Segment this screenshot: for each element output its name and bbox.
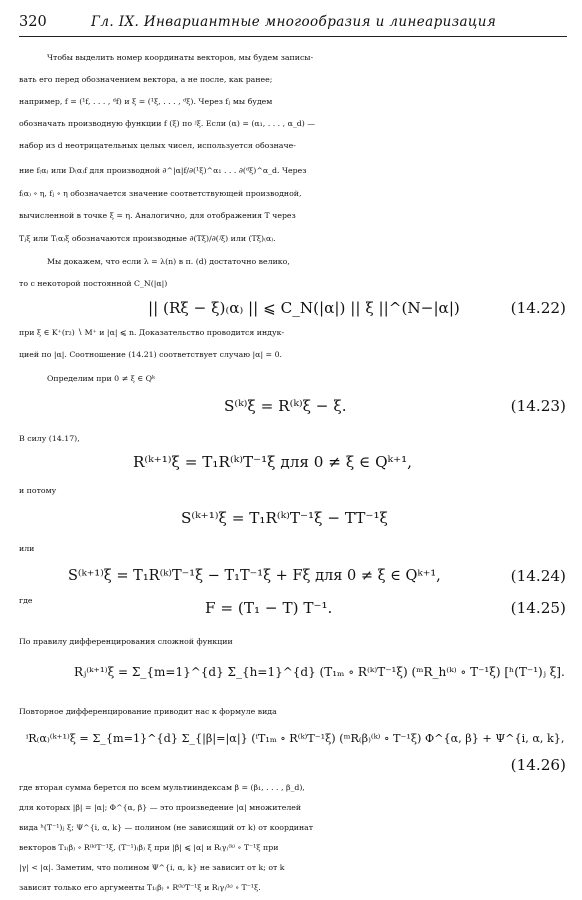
- equation-14-25: F = (T₁ − T) T⁻¹.: [205, 599, 333, 617]
- text-line: ние f₍α₎ или D₍α₎f для производной ∂^|α|f/∂(¹ξ)^α₁ . . . ∂(ᵈξ)^α_d. Через: [19, 166, 307, 175]
- equation-14-26: ⁱR₍α₎⁽ᵏ⁺¹⁾ξ = Σ_{m=1}^{d} Σ_{|β|=|α|} (ⁱT₁ₘ ∘ R⁽ᵏ⁾T⁻¹ξ) (ᵐR₍β₎⁽ᵏ⁾ ∘ T⁻¹ξ) Φ^{α, β} + Ψ^{i, α, k},: [26, 732, 565, 745]
- equation-14-22: || (Rξ − ξ)₍α₎ || ⩽ C_N(|α|) || ξ ||^(N−|α|): [148, 299, 460, 317]
- equation-14-24: S⁽ᵏ⁺¹⁾ξ = T₁R⁽ᵏ⁾T⁻¹ξ − T₁T⁻¹ξ + Fξ для 0 ≠ ξ ∈ Qᵏ⁺¹,: [68, 568, 441, 584]
- text-line: обозначать производную функции f (ξ) по ʲξ. Если (α) = (α₁, . . . , α_d) —: [19, 119, 316, 128]
- text-line: при ξ ∈ K⁺(r₂) ∖ M⁺ и |α| ⩽ n. Доказательство проводится индук-: [19, 328, 285, 337]
- header-rule: [19, 36, 567, 37]
- text-line: Повторное дифференцирование приводит нас к формуле вида: [19, 707, 277, 716]
- equation-number: (14.26): [510, 756, 566, 774]
- text-line: например, f = (¹f, . . . , ᵈf) и ξ = (¹ξ, . . . , ᵈξ). Через fⱼ мы будем: [19, 97, 273, 106]
- text-line: Мы докажем, что если λ = λ(n) в п. (d) достаточно велико,: [47, 257, 290, 266]
- equation-14-23: S⁽ᵏ⁾ξ = R⁽ᵏ⁾ξ − ξ.: [224, 397, 347, 415]
- text-line: цией по |α|. Соотношение (14.21) соответствует случаю |α| = 0.: [19, 350, 283, 359]
- text-line: где: [19, 596, 33, 605]
- equation-number: (14.25): [510, 599, 566, 617]
- page-header: [19, 14, 567, 38]
- page-number: 320: [19, 14, 47, 30]
- text-line: Tⱼξ или T₍α₎ξ обозначаются производные ∂(Tξ)/∂(ʲξ) или (Tξ)₍α₎.: [19, 234, 276, 243]
- text-line: зависят только его аргументы T₁₍β₎ ∘ R⁽ᵏ⁾T⁻¹ξ и R₍γ₎⁽ᵏ⁾ ∘ T⁻¹ξ.: [19, 883, 261, 892]
- text-line: В силу (14.17),: [19, 434, 80, 443]
- equation-number: (14.23): [510, 397, 566, 415]
- text-line: Чтобы выделить номер координаты векторов, мы будем записы-: [47, 53, 314, 62]
- equation-number: (14.22): [510, 299, 566, 317]
- text-line: вида ʰ(T⁻¹)ⱼ ξ; Ψ^{i, α, k} — полином (не зависящий от k) от координат: [19, 823, 314, 832]
- text-line: Определим при 0 ≠ ξ ∈ Qᵏ: [47, 374, 155, 383]
- equation-number: (14.24): [510, 567, 566, 585]
- text-line: набор из d неотрицательных целых чисел, используется обозначе-: [19, 141, 296, 150]
- text-line: или: [19, 544, 35, 553]
- text-line: то с некоторой постоянной C_N(|α|): [19, 279, 168, 288]
- text-line: |γ| < |α|. Заметим, что полином Ψ^{i, α, k} не зависит от k; от k: [19, 863, 285, 872]
- equation-display: S⁽ᵏ⁺¹⁾ξ = T₁R⁽ᵏ⁾T⁻¹ξ − TT⁻¹ξ: [181, 509, 388, 527]
- text-line: вычисленной в точке ξ = η. Аналогично, для отображения T через: [19, 211, 296, 220]
- equation-display: R⁽ᵏ⁺¹⁾ξ = T₁R⁽ᵏ⁾T⁻¹ξ для 0 ≠ ξ ∈ Qᵏ⁺¹,: [133, 453, 413, 471]
- text-line: векторов T₁₍β₎ ∘ R⁽ᵏ⁾T⁻¹ξ, (T⁻¹)₍β₎ ξ при |β| ⩽ |α| и R₍γ₎⁽ᵏ⁾ ∘ T⁻¹ξ при: [19, 843, 279, 852]
- text-line: вать его перед обозначением вектора, а не после, как ранее;: [19, 75, 273, 84]
- text-line: для которых |β| = |α|; Φ^{α, β} — это произведение |α| множителей: [19, 803, 302, 812]
- equation-display: Rⱼ⁽ᵏ⁺¹⁾ξ = Σ_{m=1}^{d} Σ_{h=1}^{d} (T₁ₘ ∘ R⁽ᵏ⁾T⁻¹ξ) (ᵐR_h⁽ᵏ⁾ ∘ T⁻¹ξ) [ʰ(T⁻¹)ⱼ ξ].: [74, 665, 565, 679]
- text-line: и потому: [19, 486, 57, 495]
- running-head: Гл. IX. Инвариантные многообразия и линеаризация: [91, 14, 497, 30]
- text-line: где вторая сумма берется по всем мультииндексам β = (β₁, . . . , β_d),: [19, 783, 305, 792]
- text-line: f₍α₎ ∘ η, fⱼ ∘ η обозначается значение соответствующей производной,: [19, 189, 302, 198]
- text-line: По правилу дифференцирования сложной функции: [19, 637, 233, 646]
